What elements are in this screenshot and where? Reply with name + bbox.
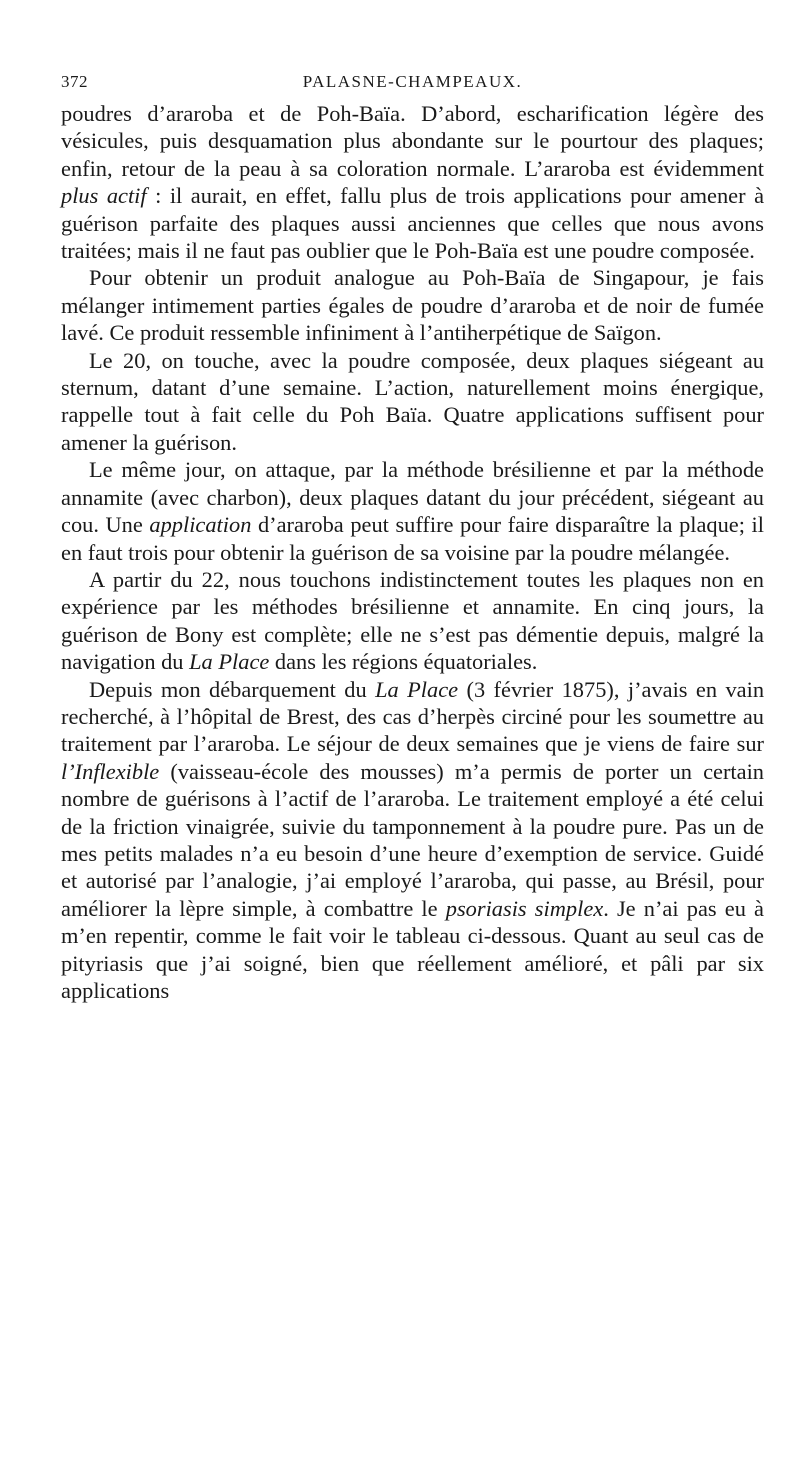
italic-run: l’Inflexible <box>61 758 160 784</box>
text-run: Le 20, on touche, avec la poudre composée, deux plaques siégeant au sternum, datant d’une semaine. L’action, naturellement moins énergique, rappelle tout à fait celle du Poh Baïa. Quatre applications suffisent pour amener la guérison. <box>61 347 764 455</box>
text-run: Le même jour, on attaque, par la méthode brésilienne et par la méthode annamite (avec charbon), deux plaques datant du jour précédent, siégeant au cou. Une <box>61 457 764 538</box>
text-run: Pour obtenir un produit analogue au Poh-Baïa de Singapour, je fais mélanger intimement parties égales de poudre d’araroba et de noir de fumée lavé. Ce produit ressemble infiniment à l’antiherpétique de Saïgon. <box>61 265 764 346</box>
italic-run: application <box>149 512 252 538</box>
text-run: poudres d’araroba et de Poh-Baïa. D’abord, escharification légère des vésicules, puis desquamation plus abondante sur le pourtour des plaques; enfin, retour de la peau à sa coloration normale. L’araroba est évidemment <box>61 101 764 181</box>
text-run: : il aurait, en effet, fallu plus de trois applications pour amener à guérison parfaite des plaques aussi anciennes que celles que nous avons traitées; mais il ne faut pas oublier que le Poh-Baïa est une poudre composée. <box>61 183 765 264</box>
italic-run: La Place <box>189 649 270 675</box>
paragraph <box>61 676 764 1005</box>
italic-run: psoriasis simplex <box>445 895 604 921</box>
text-run: dans les régions équatoriales. <box>269 649 538 675</box>
text-run: A partir du 22, nous touchons indistinctement toutes les plaques non en expérience par les méthodes brésilienne et annamite. En cinq jours, la guérison de Bony est complète; elle ne s’est pas démentie depuis, malgré la navigation du <box>61 566 764 675</box>
text-run: (vaisseau-école des mousses) m’a permis de porter un certain nombre de guérisons à l’actif de l’araroba. Le traitement employé a été celui de la friction vinaigrée, suivie du tamponnement à la poudre pure. Pas un de mes petits malades n’a eu besoin d’une heure d’exemption de service. Guidé et autorisé par l’analogie, j’ai employé l’araroba, qui passe, au Brésil, pour améliorer la lèpre simple, à combattre le <box>61 758 764 921</box>
text-run: (3 février 1875), j’avais en vain recherché, à l’hôpital de Brest, des cas d’herpès circiné pour les soumettre au traitement par l’araroba. Le séjour de deux semaines que je viens de faire sur <box>61 676 765 757</box>
text-run: d’araroba peut suffire pour faire disparaître la plaque; il en faut trois pour obtenir la guérison de sa voisine par la poudre mélangée. <box>61 512 764 565</box>
paragraph <box>61 264 764 346</box>
running-title: PALASNE-CHAMPEAUX. <box>302 72 523 91</box>
italic-run: La Place <box>375 676 459 702</box>
text-run: Depuis mon débarquement du <box>89 676 376 702</box>
text-run: . Je n’ai pas eu à m’en repentir, comme le fait voir le tableau ci-dessous. Quant au seul cas de pityriasis que j’ai soigné, bien que réellement amélioré, et pâli par six applications <box>61 895 764 1003</box>
body-text <box>61 100 764 1004</box>
page-number: 372 <box>61 72 88 91</box>
running-head <box>61 72 764 100</box>
paragraph <box>61 456 764 566</box>
paragraph <box>61 100 764 264</box>
paragraph <box>61 566 764 676</box>
italic-run: plus actif <box>61 183 147 209</box>
book-page <box>61 72 764 1004</box>
paragraph <box>61 347 764 457</box>
